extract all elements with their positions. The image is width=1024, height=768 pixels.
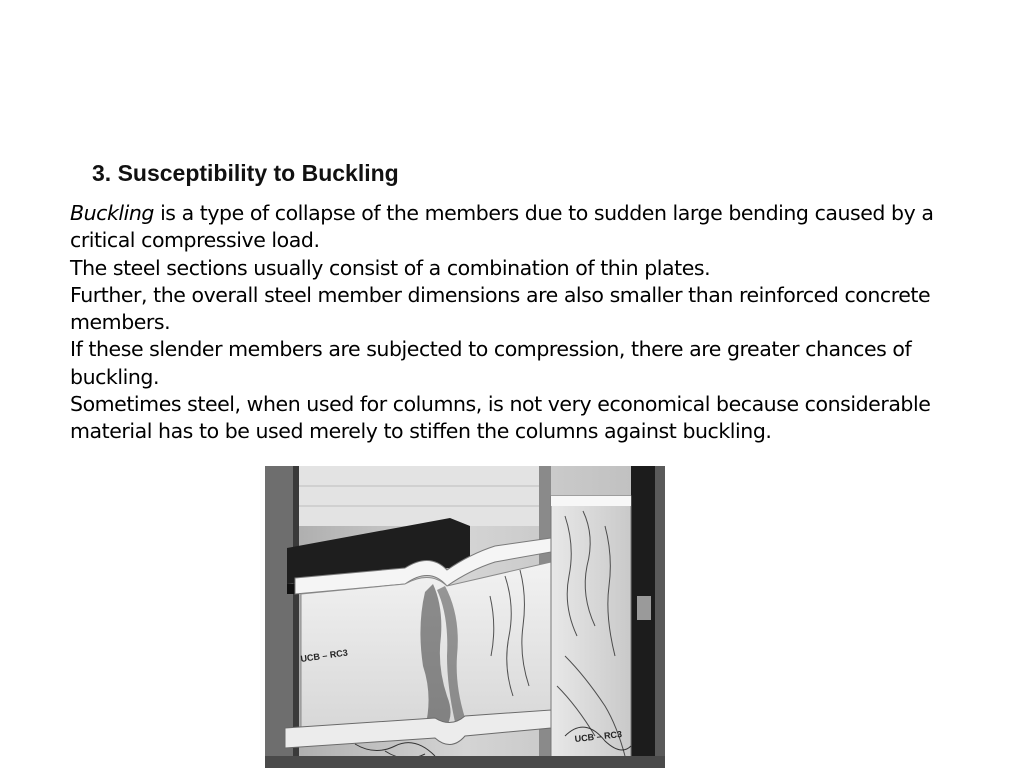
paragraph-buckling-definition [70,200,990,255]
paragraph-economy: Sometimes steel, when used for columns, is not very economical because considerable material has to be used merely to stiffen the columns against buckling. [70,392,931,444]
steel-column [551,496,631,768]
buckled-beam-photo [265,466,665,768]
paragraph-text: is a type of collapse of the members due to sudden large bending caused by a critical compressive load. [70,201,934,253]
buckled-beam-illustration [265,466,665,768]
slide-heading: 3. Susceptibility to Buckling [92,160,399,186]
term-buckling: Buckling [70,201,154,225]
paragraph-dimensions: Further, the overall steel member dimensions are also smaller than reinforced concrete members. [70,282,931,335]
paragraph-slender-members: If these slender members are subjected to compression, there are greater chances of buckling. [70,337,912,389]
photo-label-left: UCB – RC3 [299,647,349,664]
paragraph-thin-plates: The steel sections usually consist of a combination of thin plates. [70,255,711,280]
photo-left-frame [265,466,293,768]
slide-body [70,200,990,446]
photo-label-bottom: UCB – RC3 [574,729,623,744]
